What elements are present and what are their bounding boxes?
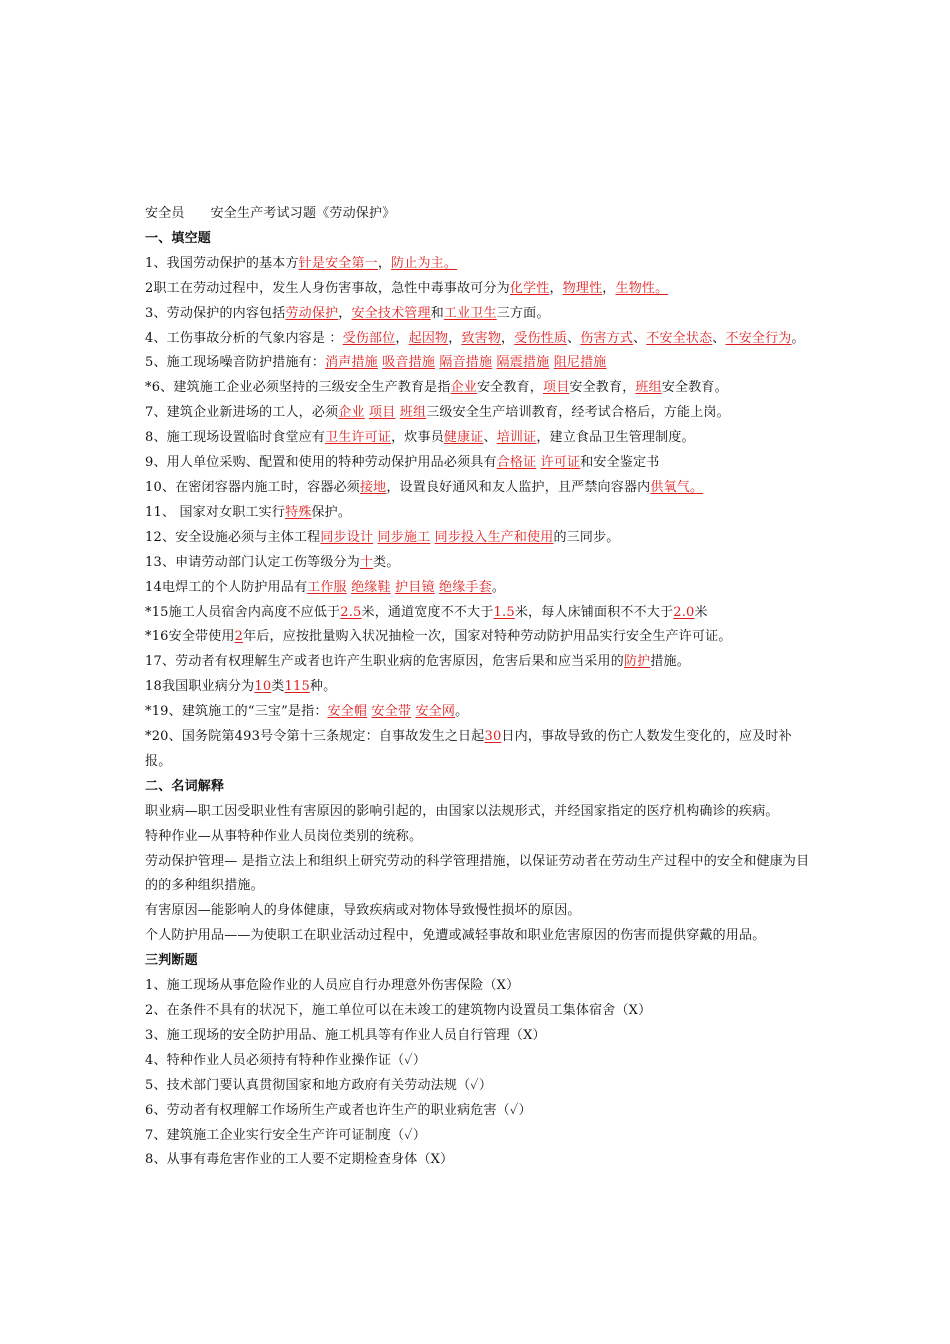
question-item (145, 650, 813, 675)
question-text: 9、用人单位采购、配置和使用的特种劳动保护用品必须具有 (145, 455, 497, 471)
answer-text: 企业 (450, 380, 477, 396)
question-text: 职业病—职工因受职业性有害原因的影响引起的，由国家以法规形式，并经国家指定的医疗机构确诊的疾病。 (145, 803, 779, 819)
answer-text: 阻尼措施 (553, 355, 607, 371)
answer-text: 项目 (543, 380, 570, 396)
question-text: 种。 (309, 679, 337, 695)
question-text: 米，通道宽度不不大于 (361, 604, 494, 620)
question-text: *20、国务院第493号令第十三条规定：自事故发生之日起 (145, 729, 485, 745)
question-item (145, 601, 813, 626)
question-text: ，炊事员 (391, 430, 444, 446)
answer-text: 不安全状态 (646, 330, 713, 346)
answer-text: 生物性。 (615, 280, 669, 296)
answer-text: 2.5 (340, 604, 362, 620)
answer-text: 115 (284, 679, 310, 695)
question-text: 1、我国劳动保护的基本方 (145, 255, 299, 271)
answer-text: 培训证 (496, 430, 537, 446)
question-text: 18我国职业病分为 (145, 679, 255, 695)
answer-text: 10 (254, 679, 272, 695)
question-text: 、 (633, 330, 647, 346)
document-title: 安全生产考试习题《劳动保护》 (210, 206, 396, 221)
question-item (145, 675, 813, 700)
question-text: 米，每人床铺面积不不大于 (514, 604, 674, 620)
question-text: 5、技术部门要认真贯彻国家和地方政府有关劳动法规（✓） (145, 1077, 493, 1093)
answer-text: 特殊 (285, 504, 312, 520)
answer-text: 2.0 (673, 604, 695, 620)
answer-text: 同步投入生产和使用 (434, 529, 554, 545)
answer-text: 项目 (369, 405, 396, 421)
question-item (145, 551, 813, 576)
answer-text: 班组 (399, 405, 427, 421)
question-text: 劳动保护管理— 是指立法上和组织上研究劳动的科学管理措施，以保证劳动者在劳动生产过程中的安全和健康为目的的多种组织措施。 (145, 853, 810, 894)
question-item (145, 476, 813, 501)
question-text: 类 (271, 679, 285, 695)
answer-text: 绝缘手套 (439, 579, 492, 595)
answer-text: 伤害方式 (580, 330, 634, 346)
answer-text: 不安全行为 (725, 330, 792, 346)
question-item (145, 700, 813, 725)
question-text: ， (448, 330, 462, 346)
question-item (145, 426, 813, 451)
question-text: 特种作业—从事特种作业人员岗位类别的统称。 (145, 828, 423, 844)
question-text: 年后，应按批量购入状况抽检一次，国家对特种劳动防护用品实行安全生产许可证。 (243, 629, 732, 645)
question-text: 10、在密闭容器内施工时，容器必须 (145, 479, 360, 495)
answer-text: 安全带 (371, 704, 412, 720)
answer-text: 班组 (635, 380, 662, 396)
question-text: 。 (455, 704, 469, 720)
question-item (145, 501, 813, 526)
question-item (145, 327, 813, 352)
question-text: 安全教育。 (661, 380, 728, 396)
question-text: 有害原因—能影响人的身体健康，导致疾病或对物体导致慢性损坏的原因。 (145, 903, 581, 919)
answer-text: 健康证 (443, 430, 484, 446)
answer-text: 防护 (623, 654, 651, 670)
answer-text: 安全技术管理 (351, 305, 431, 321)
answer-text: 受伤性质 (514, 330, 568, 346)
question-text: 12、安全设施必须与主体工程 (145, 529, 321, 545)
question-text: 措施。 (650, 654, 690, 670)
answer-text: 消声措施 (325, 355, 378, 371)
question-item (145, 1049, 813, 1074)
answer-text: 接地 (359, 479, 387, 495)
answer-text: 劳动保护 (285, 305, 339, 321)
section-heading: 二、名词解释 (145, 778, 225, 794)
question-item (145, 825, 813, 850)
question-text: 安全教育， (569, 380, 636, 396)
question-text: 。 (491, 579, 506, 595)
question-text: 保护。 (311, 504, 352, 520)
question-text: ， (395, 330, 409, 346)
answer-text: 同步施工 (377, 529, 431, 545)
question-item (145, 800, 813, 825)
question-text: 4、特种作业人员必须持有特种作业操作证（✓） (145, 1052, 427, 1068)
question-text: 13、申请劳动部门认定工伤等级分为 (145, 554, 360, 570)
question-item (145, 725, 813, 775)
answer-text: 工业卫生 (443, 305, 497, 321)
question-text: 和 (430, 305, 444, 321)
question-item (145, 526, 813, 551)
question-text: 个人防护用品——为使职工在职业活动过程中，免遭或减轻事故和职业危害原因的伤害而提供穿戴的用品。 (145, 928, 766, 944)
question-text: 和安全鉴定书 (580, 455, 660, 471)
answer-text: 防止为主。 (391, 255, 458, 271)
question-text: *6、建筑施工企业必须坚持的三级安全生产教育是指 (145, 380, 451, 396)
question-text: 米 (694, 604, 708, 620)
answer-text: 安全网 (415, 704, 456, 720)
document-role: 安全员 (145, 206, 185, 221)
question-text: 3、施工现场的安全防护用品、施工机具等有作业人员自行管理（X） (145, 1027, 546, 1043)
question-item (145, 277, 813, 302)
question-text: 2职工在劳动过程中，发生人身伤害事故，急性中毒事故可分为 (145, 280, 510, 296)
question-text: ， (338, 305, 352, 321)
question-text: 8、从事有毒危害作业的工人要不定期检查身体（X） (145, 1152, 454, 1168)
question-item (145, 999, 813, 1024)
question-text: ，设置良好通风和友人监护，且严禁向容器内 (386, 479, 651, 495)
question-text: *16安全带使用 (145, 629, 235, 645)
question-text: 类。 (373, 554, 400, 570)
question-item (145, 351, 813, 376)
answer-text: 工作服 (307, 579, 347, 595)
answer-text: 吸音措施 (382, 355, 436, 371)
question-text: 安全教育， (476, 380, 543, 396)
question-text: 的三同步。 (553, 529, 620, 545)
question-text: 1、施工现场从事危险作业的人员应自行办理意外伤害保险（X） (145, 978, 520, 994)
question-item (145, 924, 813, 949)
answer-text: 隔震措施 (496, 355, 550, 371)
question-text: ， (377, 255, 392, 271)
question-item (145, 974, 813, 999)
question-item (145, 1124, 813, 1149)
question-text: 5、施工现场噪音防护措施有： (145, 355, 326, 371)
question-item (145, 899, 813, 924)
document-body (145, 202, 813, 1173)
question-text: 、 (567, 330, 581, 346)
answer-text: 安全帽 (327, 704, 368, 720)
answer-text: 针是安全第一 (298, 255, 378, 271)
answer-text: 许可证 (540, 455, 581, 471)
answer-text: 隔音措施 (439, 355, 493, 371)
question-text: 2、在条件不具有的状况下，施工单位可以在未竣工的建筑物内设置员工集体宿舍（X） (145, 1003, 652, 1018)
question-text: 、 (712, 330, 726, 346)
question-item (145, 376, 813, 401)
question-text: ， (501, 330, 515, 346)
section-heading: 三判断题 (145, 953, 198, 969)
question-text: 3、劳动保护的内容包括 (145, 305, 286, 321)
question-text: 三级安全生产培训教育，经考试合格后，方能上岗。 (426, 405, 730, 421)
answer-text: 化学性 (509, 280, 550, 296)
answer-text: 30 (484, 729, 502, 745)
document-title-line (145, 202, 813, 227)
question-text: 4、工伤事故分析的气象内容是 ： (145, 330, 343, 346)
question-item (145, 1099, 813, 1124)
question-item (145, 625, 813, 650)
question-text: 17、劳动者有权理解生产或者也许产生职业病的危害原因，危害后果和应当采用的 (145, 654, 624, 670)
question-text: 7、建筑企业新进场的工人，必须 (145, 405, 339, 421)
question-text: *19、建筑施工的“三宝”是指： (145, 704, 328, 720)
answer-text: 绝缘鞋 (351, 579, 391, 595)
answer-text: 卫生许可证 (325, 430, 392, 446)
question-item (145, 302, 813, 327)
question-text: ，建立食品卫生管理制度。 (536, 430, 695, 446)
answer-text: 受伤部位 (342, 330, 396, 346)
answer-text: 起因物 (408, 330, 449, 346)
question-item (145, 451, 813, 476)
answer-text: 1.5 (493, 604, 515, 620)
answer-text: 2 (234, 629, 244, 645)
question-text: 、 (483, 430, 497, 446)
question-text: ， (602, 280, 616, 296)
answer-text: 物理性 (562, 280, 603, 296)
question-text: 6、劳动者有权理解工作场所生产或者也许生产的职业病危害（✓） (145, 1102, 532, 1118)
question-item (145, 576, 813, 601)
question-text: 。 (791, 330, 805, 346)
answer-text: 企业 (338, 405, 365, 421)
answer-text: 同步设计 (320, 529, 374, 545)
question-item (145, 401, 813, 426)
question-item (145, 850, 813, 900)
question-item (145, 1024, 813, 1049)
answer-text: 致害物 (461, 330, 502, 346)
question-text: *15施工人员宿舍内高度不应低于 (145, 604, 341, 620)
question-text: ， (549, 280, 563, 296)
question-text: 7、建筑施工企业实行安全生产许可证制度（✓） (145, 1127, 427, 1143)
answer-text: 护目镜 (395, 579, 435, 595)
question-item (145, 252, 813, 277)
section-heading: 一、填空题 (145, 230, 212, 246)
question-text: 11、 国家对女职工实行 (145, 504, 286, 520)
question-item (145, 1148, 813, 1173)
question-item (145, 1074, 813, 1099)
answer-text: 供氧气。 (650, 479, 704, 495)
question-text: 8、施工现场设置临时食堂应有 (145, 430, 326, 446)
question-text: 14电焊工的个人防护用品有 (145, 579, 308, 595)
question-text: 日内，事故导致的伤亡人数发生变化的，应及时补报。 (145, 729, 792, 769)
question-text: 三方面。 (496, 305, 550, 321)
answer-text: 十 (359, 554, 374, 570)
sections-container (145, 227, 813, 1173)
answer-text: 合格证 (496, 455, 537, 471)
